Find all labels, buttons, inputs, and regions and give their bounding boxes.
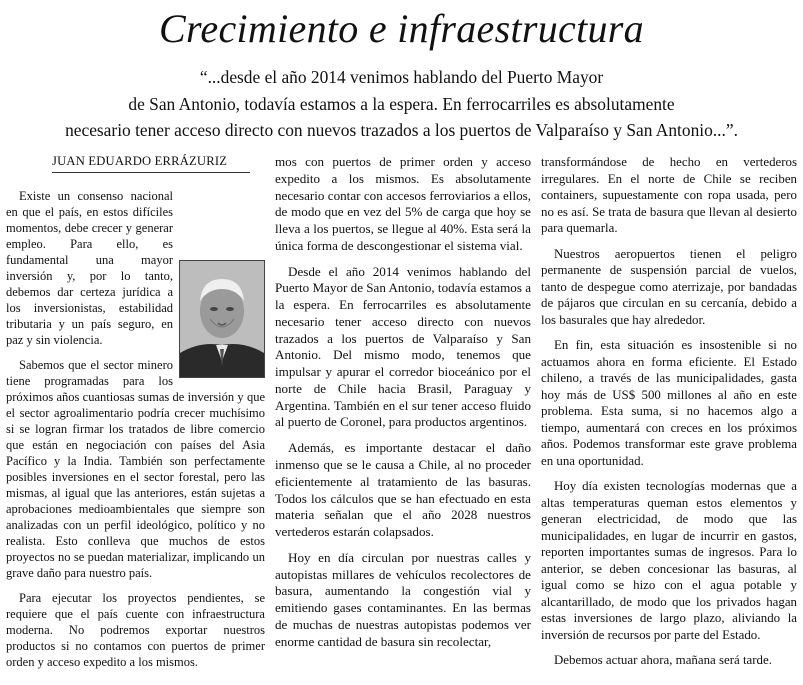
paragraph: Existe un consenso nacional en que el país, en estos difíciles momentos, debe crecer y generar empleo. Para ello, es fundamental una mayor inversión y, por lo tanto, debemos dar certeza jurídica a los inversionistas, estabilidad tributaria y un país seguro, en paz y sin violencia.: [6, 189, 173, 347]
article-column-3: [541, 154, 797, 678]
paragraph: Desde el año 2014 venimos hablando del Puerto Mayor de San Antonio, todavía estamos a la espera. En ferrocarriles es absolutamente necesario tener acceso directo con nuevos trazados a los puertos de Valparaíso y San Antonio. Del mismo modo, tenemos que impulsar y apurar el corredor bioceánico por el norte de Chile hacia Brasil, Paraguay y Argentina. También en el sur tener acceso fluido al puerto de Coronel, para productos argentinos.: [275, 263, 532, 430]
article-title: Crecimiento e infraestructura: [159, 6, 644, 51]
pull-quote-line: de San Antonio, todavía estamos a la espera. En ferrocarriles es absolutamente: [128, 93, 675, 114]
paragraph: mos con puertos de primer orden y acceso expedito a los mismos. Es absolutamente necesario contar con accesos ferroviarios a ellos, de modo que en vez del 5% de carga que hoy se lleva a los puertos, se llegue al 40%. Esta será la única forma de descongestionar el sistema vial.: [275, 154, 531, 253]
paragraph: Hoy en día circulan por nuestras calles y autopistas millares de vehículos recolectores de basura, aumentando la congestión vial y emitiendo gases contaminantes. En las bermas de muchas de nuestras autopistas podemos ver enorme cantidad de basura sin recolectar,: [275, 549, 531, 649]
paragraph: Nuestros aeropuertos tienen el peligro permanente de suspensión parcial de vuelos, tanto de despegue como aterrizaje, por bandadas de pájaros que circulan en su cercanía, debido a los basurales que hay alrededor.: [541, 246, 797, 327]
author-photo: [179, 260, 265, 378]
paragraph: Debemos actuar ahora, mañana será tarde.: [554, 653, 772, 668]
paragraph: Para ejecutar los proyectos pendientes, se requiere que el país cuente con infraestructura moderna. No podremos exportar nuestros productos si no contamos con puertos de primer orden y acceso expedito a los mismos.: [6, 591, 265, 669]
article-column-2: [275, 154, 531, 659]
paragraph: En fin, esta situación es insostenible si no actuamos ahora en forma eficiente. El Estado chileno, a través de las municipalidades, gasta hoy más de US$ 500 millones al año en este problema. Esta suma, si no hacemos algo a tiempo, aumentará con creces en los próximos años. Podemos transformar este grave problema en una oportunidad.: [541, 338, 797, 468]
paragraph: Sabemos que el sector minero tiene programadas para los próximos años cuantiosas sumas de inversión y que el sector agroalimentario podría crecer muchísimo si se logran firmar los tratados de libre comercio que están en negociación con países del Asia Pacífico y la India. También son perfectamente posibles inversiones en el sector forestal, pero las mismas, al igual que las anteriores, están sujetas a aprobaciones medioambientales que siempre son analizadas con un perfil ideológico, político y no realista. Esto conlleva que muchos de estos proyectos no se puedan materializar, implicando un grave daño para nuestro país.: [6, 358, 265, 580]
pull-quote-line: “...desde el año 2014 venimos hablando del Puerto Mayor: [199, 67, 604, 87]
author-byline: JUAN EDUARDO ERRÁZURIZ: [52, 154, 228, 168]
paragraph: transformándose de hecho en vertederos irregulares. En el norte de Chile se reciben containers, supuestamente con ropa usada, pero no es así. Se trata de basura que llevan al desierto para quemarla.: [541, 155, 797, 236]
article-column-1: [6, 188, 265, 679]
pull-quote: [20, 64, 783, 144]
paragraph: Además, es importante destacar el daño inmenso que se le causa a Chile, al no proceder eficientemente al tratamiento de las basuras. Todos los cálculos que se han efectuado en esta materia señalan que el año 2028 nuestros vertederos estarán colapsados.: [275, 440, 531, 540]
byline-divider: [52, 172, 250, 173]
pull-quote-line: necesario tener acceso directo con nuevos trazados a los puertos de Valparaíso y San Antonio...”.: [65, 120, 738, 140]
paragraph: Hoy día existen tecnologías modernas que a altas temperaturas queman estos elementos y generan electricidad, de modo que las municipalidades, en lugar de incurrir en gastos, reporten importantes sumas de ingresos. Para lo anterior, se deben concesionar las basuras, al igual como se hizo con el agua potable y alcantarillado, de modo que los privados hagan estas inversiones de largo plazo, aliviando la inversión de recursos por parte del Estado.: [541, 479, 797, 642]
